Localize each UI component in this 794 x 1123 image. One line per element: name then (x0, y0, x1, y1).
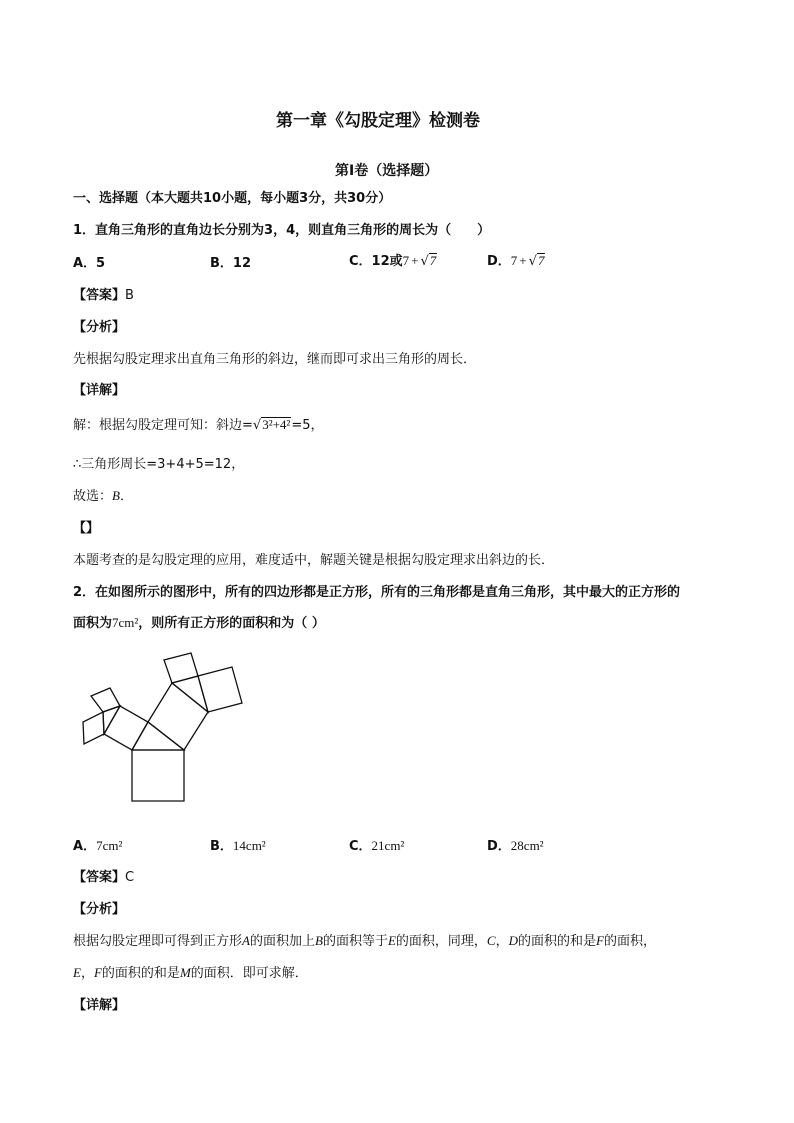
q2-analysis-text: 的面积，同理， (395, 934, 487, 949)
q2-option-c (349, 835, 404, 854)
q2-analysis-text: 的面积．即可求解． (190, 966, 308, 981)
pythagoras-squares-figure (78, 650, 248, 806)
q2-option-d-value: 28cm² (510, 838, 544, 853)
q1-option-d-prefix: D． (487, 254, 511, 269)
left-small-square-upper (91, 688, 120, 712)
q2-stem-line2-value: 7cm² (112, 615, 139, 630)
q2-option-c-label: C． (349, 839, 372, 854)
q1-option-c-prefix: C．12或 (349, 254, 403, 269)
square-label-m: M (179, 965, 191, 980)
q1-detail-line1 (73, 414, 324, 433)
q1-detail-line1-prefix: 解：根据勾股定理可知：斜边= (73, 418, 253, 433)
question-2-stem-line1: 2．在如图所示的图形中，所有的四边形都是正方形，所有的三角形都是直角三角形，其中最大的正方形的 (73, 585, 681, 600)
square-label-f: F (596, 933, 604, 948)
q1-option-c-root: 7 (429, 253, 437, 268)
left-small-square-lower (83, 712, 104, 744)
square-label-e: E (387, 933, 396, 948)
right-large-square (148, 683, 208, 750)
radical-sign-icon: √ (528, 254, 537, 269)
q1-comment: 本题考查的是勾股定理的应用，难度适中，解题关键是根据勾股定理求出斜边的长． (73, 553, 555, 568)
q2-answer-label: 【答案】 (73, 870, 126, 885)
section-title: 第Ⅰ卷（选择题） (335, 163, 439, 179)
q1-option-d-plus: + (519, 253, 527, 268)
square-label-f: F (93, 965, 102, 980)
q1-detail-line1-suffix: =5， (291, 418, 324, 433)
q1-option-b: B．12 (210, 256, 251, 271)
q2-option-a (73, 835, 122, 854)
q1-option-d (487, 250, 545, 269)
q1-option-c-base: 7 (402, 253, 410, 268)
q2-analysis-line1 (73, 930, 656, 949)
q2-stem-line2-prefix: 面积为 (73, 616, 113, 631)
q1-detail-line3-prefix: 故选： (73, 489, 113, 504)
q2-analysis-text: 的面积等于 (322, 934, 388, 949)
square-label-d: D (508, 933, 518, 948)
square-label-a: A (242, 933, 250, 948)
q2-analysis-label: 【分析】 (73, 902, 126, 917)
largest-square (132, 750, 184, 801)
left-small-triangle (103, 706, 120, 734)
q1-analysis-label: 【分析】 (73, 320, 126, 335)
q2-option-b-label: B． (210, 839, 233, 854)
radical-sign-icon: √ (252, 418, 262, 433)
right-small-square-lower (198, 667, 242, 712)
square-label-e: E (73, 965, 81, 980)
square-label-c: C (486, 933, 496, 948)
q2-option-d-label: D． (487, 839, 511, 854)
q2-analysis-text: 的面积的和是 (101, 966, 180, 981)
q2-analysis-text: 的面积加上 (249, 934, 315, 949)
question-1-stem: 1．直角三角形的直角边长分别为3，4，则直角三角形的周长为（ ） (73, 223, 491, 238)
document-title: 第一章《勾股定理》检测卷 (276, 111, 480, 131)
q2-option-d (487, 835, 544, 854)
q2-answer-value: C (125, 870, 135, 885)
q1-detail-line3-suffix: ． (119, 489, 133, 504)
q1-detail-line3 (73, 485, 133, 504)
q2-option-b (210, 835, 266, 854)
q1-empty-bracket: 【】 (73, 521, 100, 536)
q1-option-d-base: 7 (510, 253, 518, 268)
right-small-square-upper (164, 653, 198, 683)
q1-detail-radicand: 3²+4² (262, 417, 291, 432)
q2-analysis-text: 的面积的和是 (518, 934, 597, 949)
q1-detail-line2: ∴三角形周长=3+4+5=12， (73, 457, 245, 472)
q2-analysis-text: ， (495, 934, 509, 949)
radical-sign-icon: √ (420, 254, 429, 269)
q2-detail-label: 【详解】 (73, 998, 126, 1013)
q2-option-a-value: 7cm² (96, 838, 123, 853)
question-2-stem-line2 (73, 612, 325, 631)
part-heading: 一、选择题（本大题共10小题，每小题3分，共30分） (73, 191, 392, 206)
q1-option-d-root: 7 (537, 253, 545, 268)
left-medium-square (104, 706, 148, 750)
q1-analysis-text: 先根据勾股定理求出直角三角形的斜边，继而即可求出三角形的周长． (73, 352, 477, 367)
q1-detail-label: 【详解】 (73, 383, 126, 398)
q2-analysis-line2 (73, 962, 308, 981)
q2-option-b-value: 14cm² (232, 838, 266, 853)
q2-stem-line2-suffix: ，则所有正方形的面积和为（ ） (138, 616, 325, 631)
q2-option-c-value: 21cm² (371, 838, 405, 853)
q1-detail-line3-value: B (112, 488, 120, 503)
q1-option-c-plus: + (411, 253, 419, 268)
q2-option-a-label: A． (73, 839, 97, 854)
q1-option-a: A．5 (73, 256, 106, 271)
q2-analysis-text: ， (80, 966, 94, 981)
q2-analysis-text: 的面积， (603, 934, 656, 949)
square-label-b: B (314, 933, 323, 948)
q1-answer-label: 【答案】 (73, 288, 126, 303)
q1-option-c (349, 250, 437, 269)
q1-answer (73, 284, 134, 303)
q2-analysis-text: 根据勾股定理即可得到正方形 (73, 934, 243, 949)
q2-answer (73, 866, 134, 885)
q1-answer-value: B (125, 288, 134, 303)
